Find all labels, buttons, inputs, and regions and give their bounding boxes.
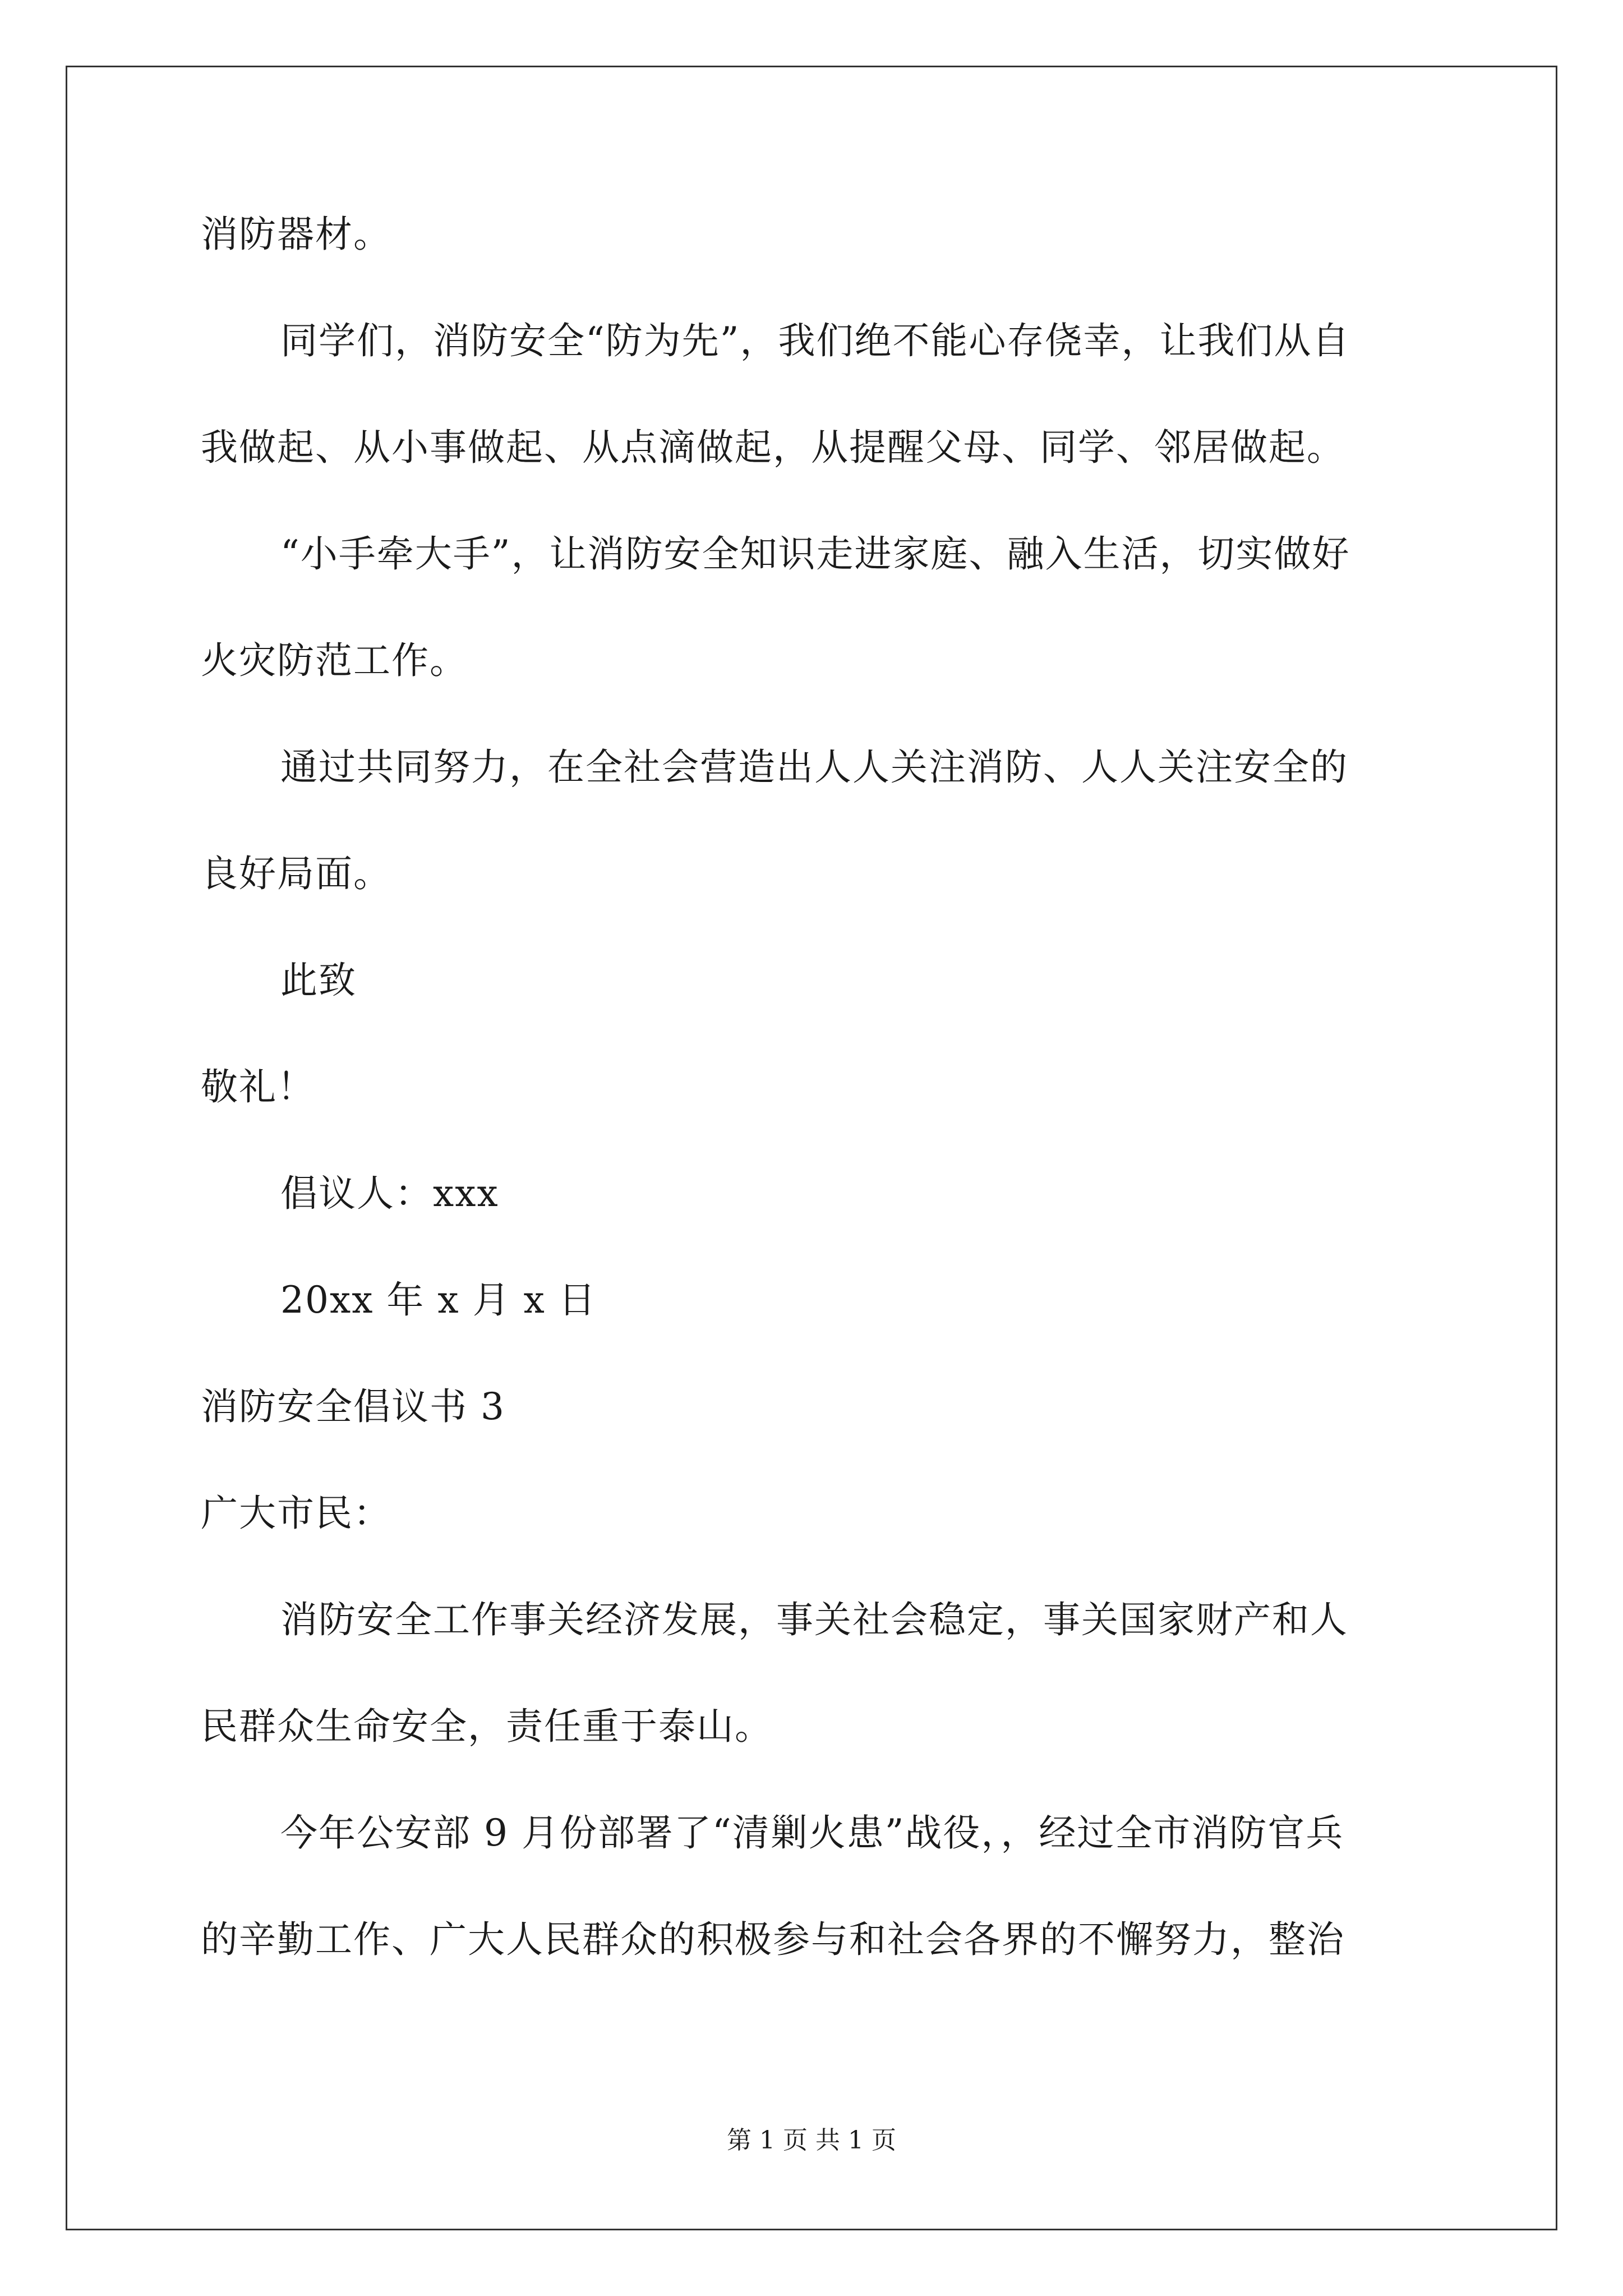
page-border [66,66,1557,2230]
paragraph-line: 今年公安部 9 月份部署了“清剿火患”战役，，经过全市消防官兵 [280,1811,1344,1855]
paragraph-line: 通过共同努力，在全社会营造出人人关注消防、人人关注安全的 [280,746,1348,789]
paragraph-line: “小手牵大手”，让消防安全知识走进家庭、融入生活，切实做好 [280,532,1350,576]
text-line: 我做起、从小事做起、从点滴做起，从提醒父母、同学、邻居做起。 [201,426,1345,469]
section-title: 消防安全倡议书 3 [201,1385,505,1428]
text-line: 良好局面。 [201,852,391,895]
paragraph-line: 同学们，消防安全“防为先”，我们绝不能心存侥幸，让我们从自 [280,319,1350,362]
signature-line: 倡议人：xxx [280,1172,499,1215]
salutation-line: 此致 [280,959,357,1002]
page-number-footer: 第 1 页 共 1 页 [727,2126,896,2155]
closing-line: 敬礼！ [201,1065,315,1108]
text-line: 民群众生命安全，责任重于泰山。 [201,1705,773,1748]
text-line: 消防器材。 [201,213,391,256]
paragraph-line: 消防安全工作事关经济发展，事关社会稳定，事关国家财产和人 [280,1598,1348,1641]
date-line: 20xx 年 x 月 x 日 [280,1278,597,1322]
text-line: 的辛勤工作、广大人民群众的积极参与和社会各界的不懈努力，整治 [201,1918,1345,1961]
text-line: 火灾防范工作。 [201,639,468,682]
addressee-line: 广大市民： [201,1492,391,1535]
